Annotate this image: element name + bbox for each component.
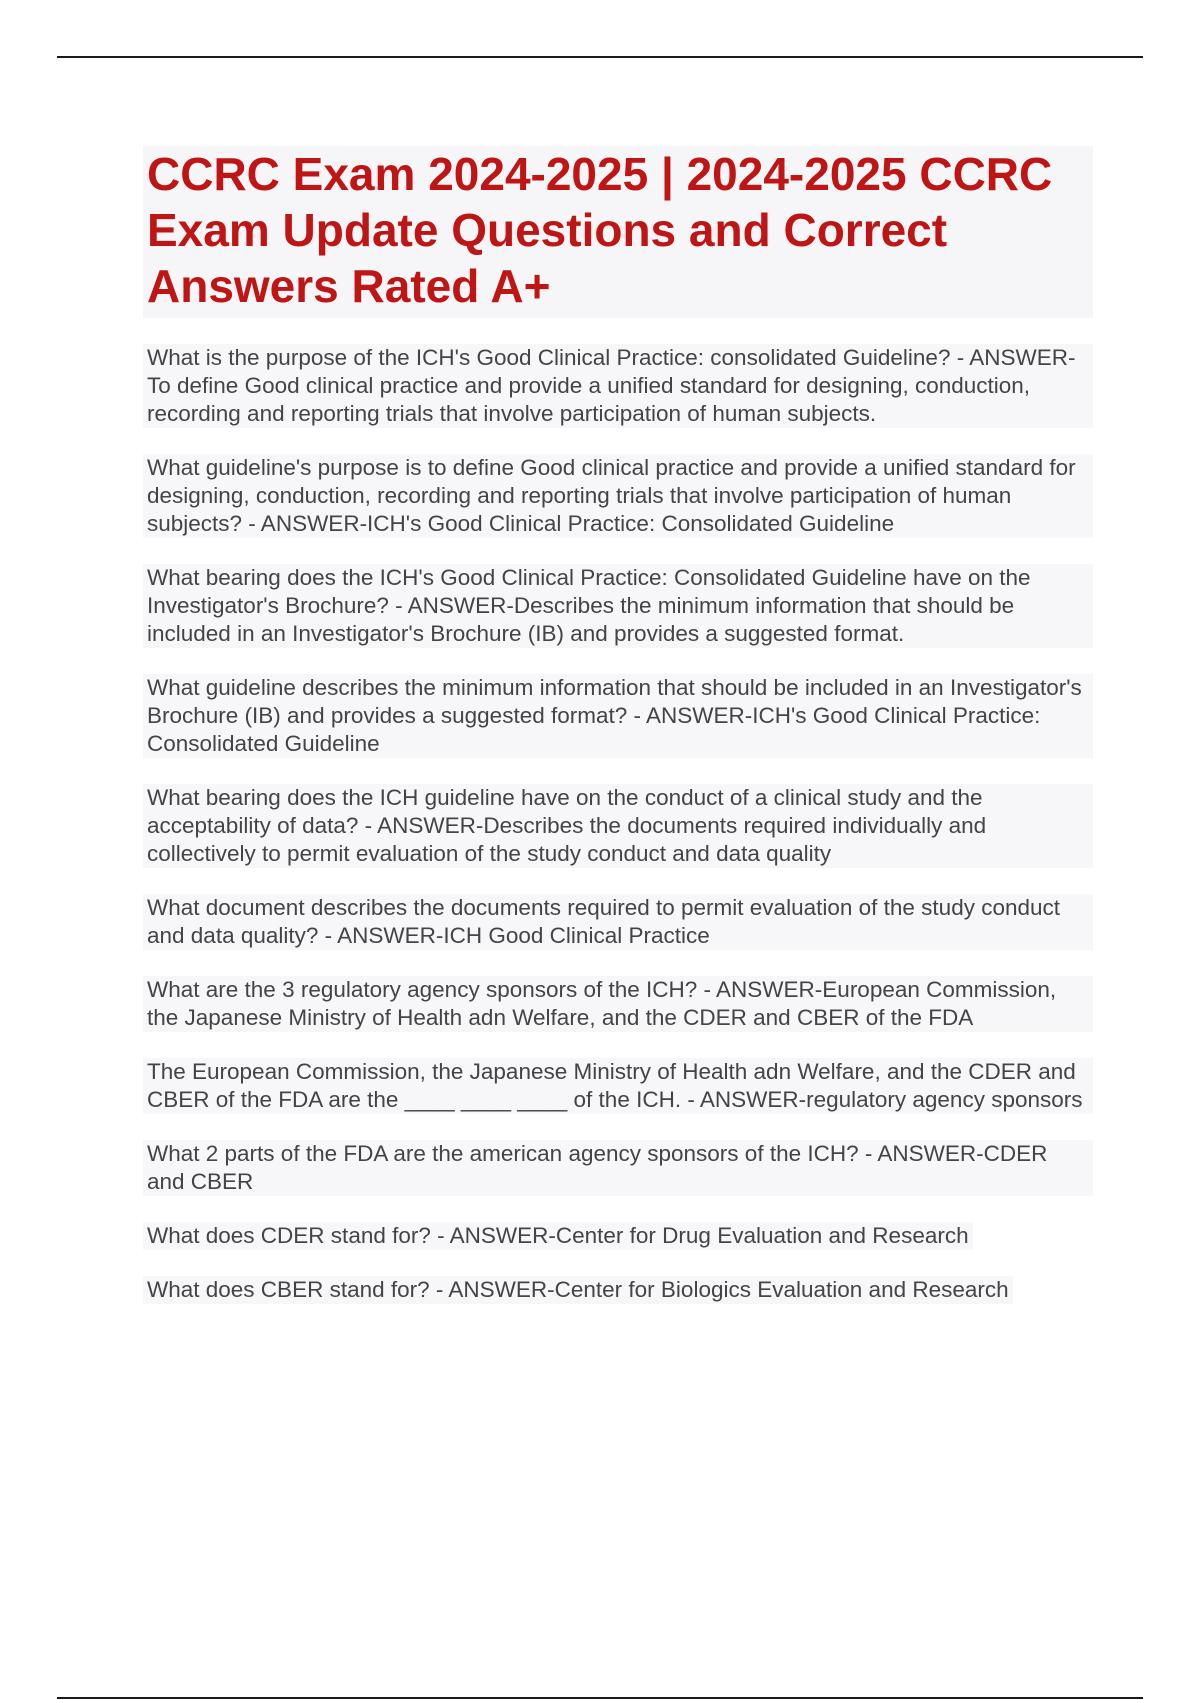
bottom-rule [57, 1697, 1143, 1699]
document-content [143, 146, 1093, 1330]
qa-item: What bearing does the ICH guideline have on the conduct of a clinical study and the acceptability of data? - ANSWER-Describes the documents required individually and collectively to permit evaluation of the study conduct and data quality [143, 784, 1093, 868]
qa-item: The European Commission, the Japanese Ministry of Health adn Welfare, and the CDER and CBER of the FDA are the ____ ____ ____ of the ICH. - ANSWER-regulatory agency sponsors [143, 1058, 1093, 1114]
qa-item: What bearing does the ICH's Good Clinical Practice: Consolidated Guideline have on the Investigator's Brochure? - ANSWER-Describes the minimum information that should be included in an Investigator's Brochure (IB) and provides a suggested format. [143, 564, 1093, 648]
top-rule [57, 56, 1143, 58]
qa-list [143, 344, 1093, 1304]
qa-item: What 2 parts of the FDA are the american agency sponsors of the ICH? - ANSWER-CDER and CBER [143, 1140, 1093, 1196]
qa-item: What guideline's purpose is to define Good clinical practice and provide a unified standard for designing, conduction, recording and reporting trials that involve participation of human subjects? - ANSWER-ICH's Good Clinical Practice: Consolidated Guideline [143, 454, 1093, 538]
title-block [143, 146, 1093, 318]
qa-item: What does CBER stand for? - ANSWER-Center for Biologics Evaluation and Research [143, 1276, 1013, 1304]
qa-item: What guideline describes the minimum information that should be included in an Investigator's Brochure (IB) and provides a suggested format? - ANSWER-ICH's Good Clinical Practice: Consolidated Guideline [143, 674, 1093, 758]
qa-item: What are the 3 regulatory agency sponsors of the ICH? - ANSWER-European Commission, the Japanese Ministry of Health adn Welfare, and the CDER and CBER of the FDA [143, 976, 1093, 1032]
qa-item: What is the purpose of the ICH's Good Clinical Practice: consolidated Guideline? - ANSWER-To define Good clinical practice and provide a unified standard for designing, conduction, recording and reporting trials that involve participation of human subjects. [143, 344, 1093, 428]
document-title: CCRC Exam 2024-2025 | 2024-2025 CCRC Exam Update Questions and Correct Answers Rated A+ [147, 148, 1053, 312]
qa-item: What does CDER stand for? - ANSWER-Center for Drug Evaluation and Research [143, 1222, 973, 1250]
qa-item: What document describes the documents required to permit evaluation of the study conduct and data quality? - ANSWER-ICH Good Clinical Practice [143, 894, 1093, 950]
